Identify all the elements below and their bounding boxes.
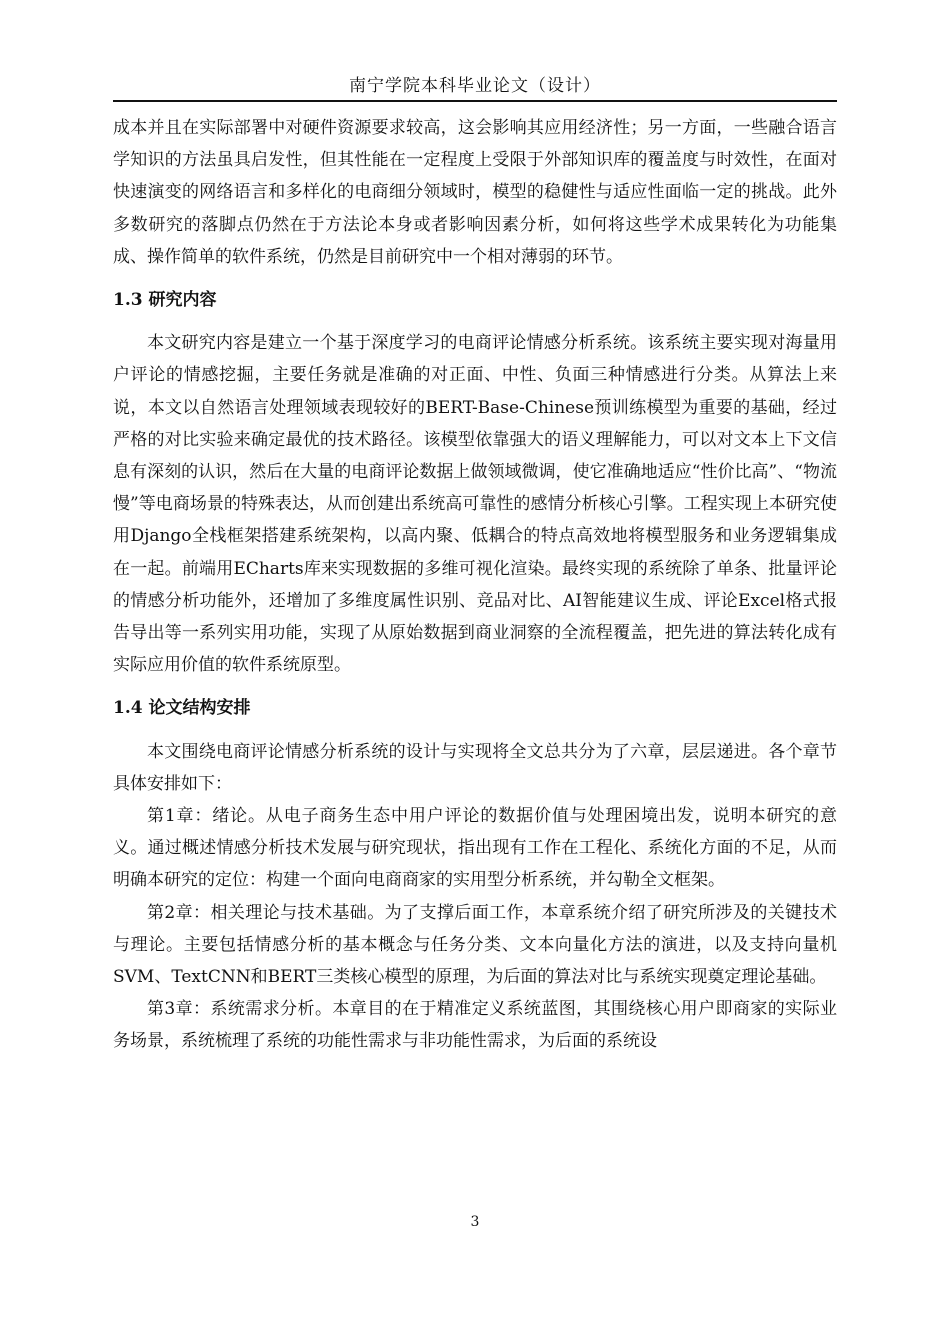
page-body — [113, 112, 837, 1058]
section-heading-1-4: 1.4 论文结构安排 — [113, 698, 251, 719]
section-heading-1-3: 1.3 研究内容 — [113, 290, 217, 311]
page-header: 南宁学院本科毕业论文（设计） — [113, 72, 837, 102]
paragraph-chapter-1: 第1章：绪论。从电子商务生态中用户评论的数据价值与处理困境出发，说明本研究的意义。通过概述情感分析技术发展与研究现状，指出现有工作在工程化、系统化方面的不足，从而明确本研究的定位：构建一个面向电商商家的实用型分析系统，并勾勒全文框架。 — [113, 806, 837, 891]
paragraph-chapter-2: 第2章：相关理论与技术基础。为了支撑后面工作，本章系统介绍了研究所涉及的关键技术与理论。主要包括情感分析的基本概念与任务分类、文本向量化方法的演进，以及支持向量机SVM、TextCNN和BERT三类核心模型的原理，为后面的算法对比与系统实现奠定理论基础。 — [113, 902, 837, 988]
page-number: 3 — [470, 1214, 480, 1230]
paragraph-continuation: 成本并且在实际部署中对硬件资源要求较高，这会影响其应用经济性；另一方面，一些融合语言学知识的方法虽具启发性，但其性能在一定程度上受限于外部知识库的覆盖度与时效性，在面对快速演变的网络语言和多样化的电商细分领域时，模型的稳健性与适应性面临一定的挑战。此外多数研究的落脚点仍然在于方法论本身或者影响因素分析，如何将这些学术成果转化为功能集成、操作简单的软件系统，仍然是目前研究中一个相对薄弱的环节。 — [113, 118, 837, 267]
paragraph-research-content: 本文研究内容是建立一个基于深度学习的电商评论情感分析系统。该系统主要实现对海量用户评论的情感挖掘，主要任务就是准确的对正面、中性、负面三种情感进行分类。从算法上来说，本文以自然语言处理领域表现较好的BERT-Base-Chinese预训练模型为重要的基础，经过严格的对比实验来确定最优的技术路径。该模型依靠强大的语义理解能力，可以对文本上下文信息有深刻的认识，然后在大量的电商评论数据上做领域微调，使它准确地适应“性价比高”、“物流慢”等电商场景的特殊表达，从而创建出系统高可靠性的感情分析核心引擎。工程实现上本研究使用Django全栈框架搭建系统架构，以高内聚、低耦合的特点高效地将模型服务和业务逻辑集成在一起。前端用ECharts库来实现数据的多维可视化渲染。最终实现的系统除了单条、批量评论的情感分析功能外，还增加了多维度属性识别、竞品对比、AI智能建议生成、评论Excel格式报告导出等一系列实用功能，实现了从原始数据到商业洞察的全流程覆盖，把先进的算法转化成有实际应用价值的软件系统原型。 — [113, 333, 837, 676]
paragraph-chapter-3: 第3章：系统需求分析。本章目的在于精准定义系统蓝图，其围绕核心用户即商家的实际业务场景，系统梳理了系统的功能性需求与非功能性需求，为后面的系统设 — [113, 999, 837, 1052]
paragraph-structure-intro: 本文围绕电商评论情感分析系统的设计与实现将全文总共分为了六章，层层递进。各个章节具体安排如下： — [113, 741, 837, 794]
